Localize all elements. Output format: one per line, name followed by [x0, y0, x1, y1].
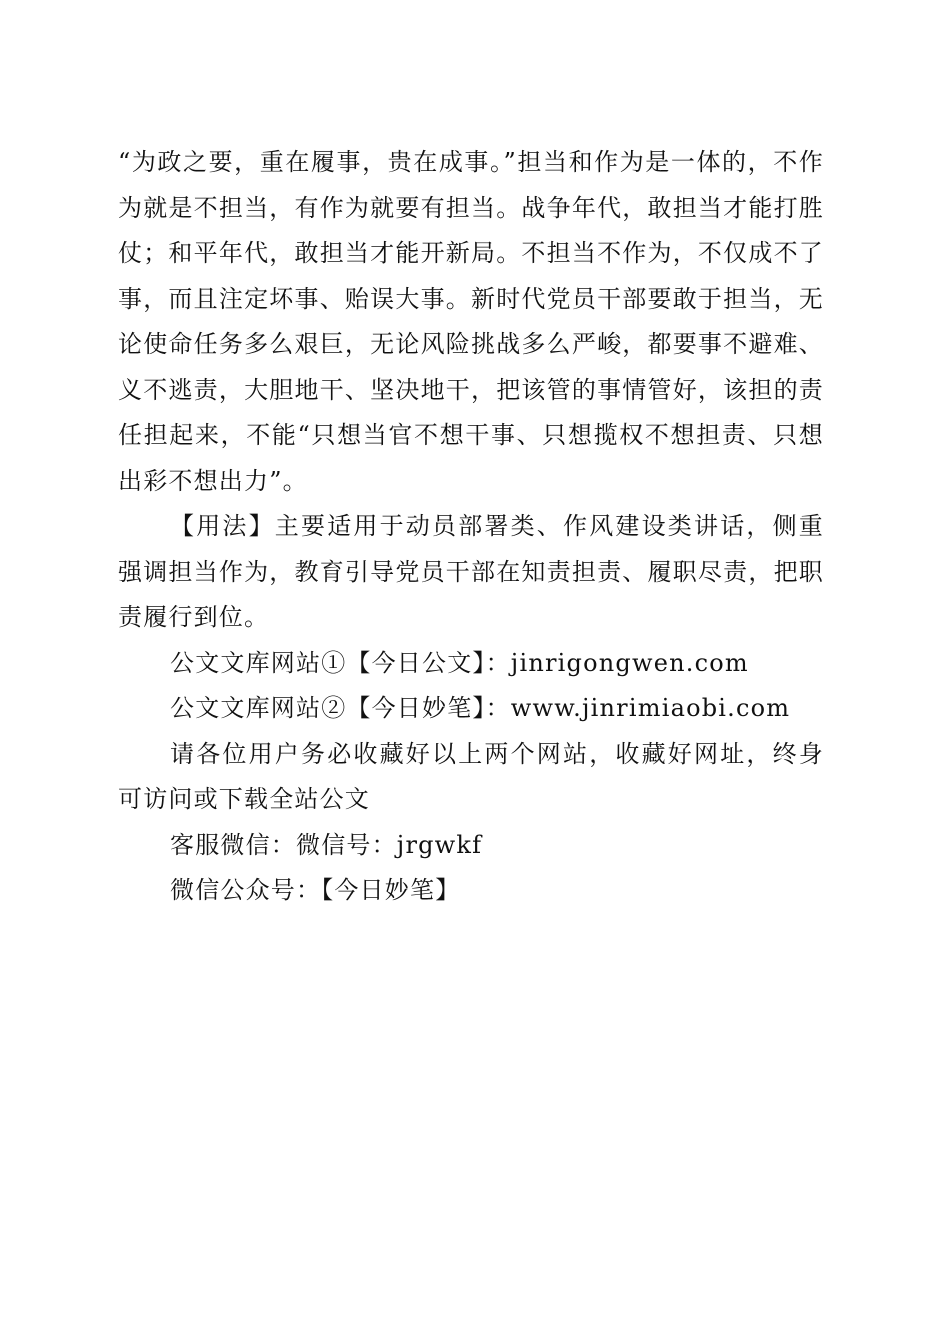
paragraph-responsibility: “为政之要，重在履事，贵在成事。”担当和作为是一体的，不作为就是不担当，有作为就要有担当。战争年代，敢担当才能打胜仗；和平年代，敢担当才能开新局。不担当不作为，不仅成不了事，而且注定坏事、贻误大事。新时代党员干部要敢于担当，无论使命任务多么艰巨，无论风险挑战多么严峻，都要事不避难、义不逃责，大胆地干、坚决地干，把该管的事情管好，该担的责任担起来，不能“只想当官不想干事、只想揽权不想担责、只想出彩不想出力”。: [118, 148, 824, 495]
document-body: [118, 140, 824, 914]
paragraph-customer-service: 客服微信：微信号：jrgwkf: [170, 830, 483, 859]
paragraph-official-account: 微信公众号：【今日妙笔】: [170, 876, 461, 904]
paragraph-website-2: 公文文库网站②【今日妙笔】：www.jinrimiaobi.com: [170, 694, 791, 722]
paragraph-bookmark-notice: 请各位用户务必收藏好以上两个网站，收藏好网址，终身可访问或下载全站公文: [118, 739, 824, 813]
paragraph-usage: 【用法】主要适用于动员部署类、作风建设类讲话，侧重强调担当作为，教育引导党员干部在知责担责、履职尽责，把职责履行到位。: [118, 512, 824, 631]
paragraph-website-1: 公文文库网站①【今日公文】：jinrigongwen.com: [170, 648, 749, 677]
